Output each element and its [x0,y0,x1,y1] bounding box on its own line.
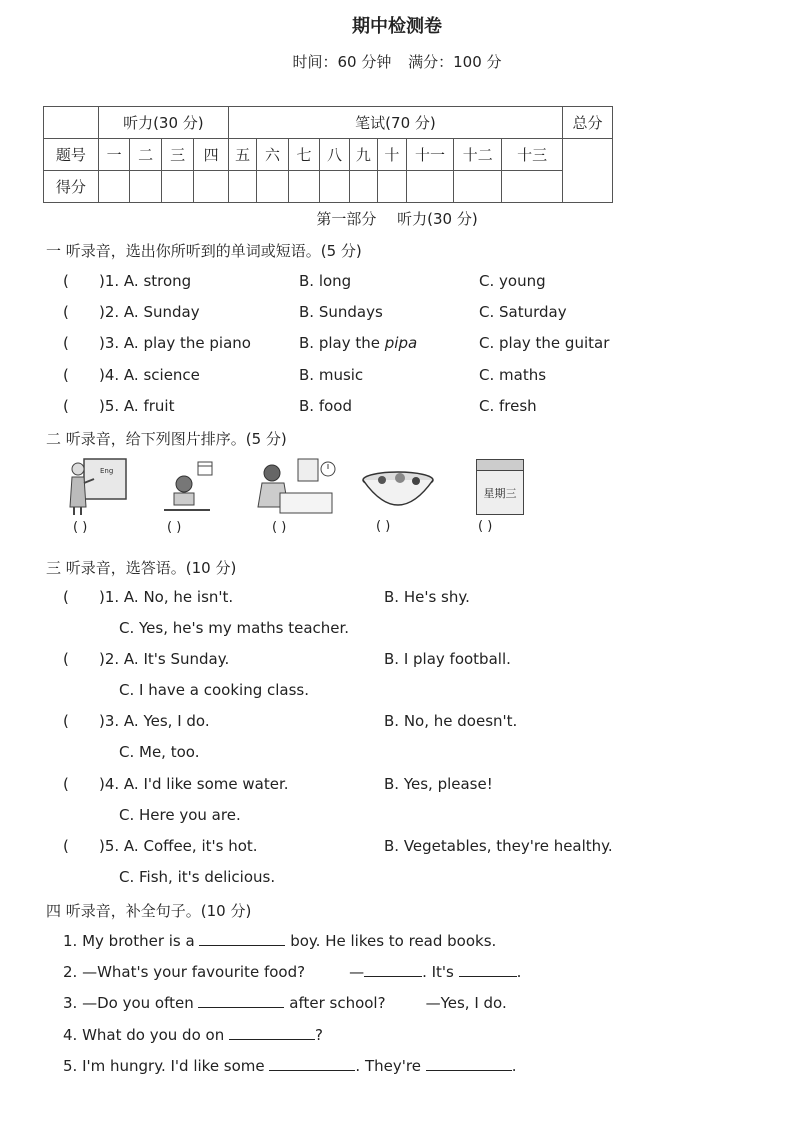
score-cell[interactable] [454,171,502,203]
s4-sentence-5 [63,1056,516,1075]
score-cell[interactable] [194,171,229,203]
q-number: 一 [98,139,129,171]
window-frame [298,459,318,481]
child-head [264,465,280,481]
picture-1-paren[interactable]: ( ) [73,520,88,535]
exam-time: 时间：60 分钟 [292,53,392,71]
small-calendar [198,462,212,475]
teacher-picture [62,457,132,517]
row-label-question: 题号 [44,139,99,171]
s4-s3-blank[interactable] [198,993,284,1008]
s3-q4-paren[interactable]: ( [63,775,69,793]
food-piece [395,473,405,483]
s1-q2-paren[interactable]: ( [63,303,69,321]
s4-sentence-1 [63,931,496,950]
score-cell[interactable] [257,171,288,203]
s4-s5-blank-1[interactable] [269,1056,355,1071]
score-cell[interactable] [288,171,319,203]
score-table [43,106,613,203]
s1-q1-option-b: B. long [299,272,352,290]
s1-q5-option-b: B. food [299,397,352,415]
score-cell[interactable] [228,171,256,203]
s1-q3-option-b-italic: pipa [384,334,418,352]
s4-s4-blank[interactable] [229,1025,315,1040]
s1-q2-option-a: )2. A. Sunday [99,303,200,321]
s3-q3-option-c: C. Me, too. [119,743,200,761]
page-title: 期中检测卷 [352,16,442,37]
part-one-title: 第一部分 [316,210,377,228]
s3-q5-option-c: C. Fish, it's delicious. [119,868,276,886]
s3-q4-option-c: C. Here you are. [119,806,241,824]
s1-q3-option-b-text: B. play the [299,334,385,352]
total-score-cell[interactable] [563,139,613,203]
s4-s1-post: boy. He likes to read books. [285,932,497,950]
desk [280,493,332,513]
s1-q4-paren[interactable]: ( [63,366,69,384]
s3-q1-option-c: C. Yes, he's my maths teacher. [119,619,350,637]
s1-q5-option-c: C. fresh [479,397,537,415]
s4-sentence-2 [63,962,521,981]
q-number: 二 [130,139,161,171]
score-cell[interactable] [502,171,563,203]
s4-s1-blank[interactable] [199,931,285,946]
s1-q5-paren[interactable]: ( [63,397,69,415]
s4-s2-pre: 2. —What's your favourite food? [63,963,306,981]
s3-q2-paren[interactable]: ( [63,650,69,668]
s1-q3-paren[interactable]: ( [63,334,69,352]
teacher-body [70,477,86,507]
s4-s1-pre: 1. My brother is a [63,932,200,950]
s3-q2-option-c: C. I have a cooking class. [119,681,309,699]
part-one-subtitle: 听力(30 分) [397,210,478,228]
s4-s2-mid: . It's [422,963,459,981]
q-number: 十一 [406,139,454,171]
girl-head [176,476,192,492]
listening-header: 听力(30 分) [98,107,228,139]
s4-s3-pre: 3. —Do you often [63,994,199,1012]
s4-s2-end: . [516,963,522,981]
s4-s3-post: after school? [284,994,386,1012]
calendar-picture [476,459,524,515]
s3-q2-option-a: )2. A. It's Sunday. [99,650,230,668]
section-1-title: 一 听录音，选出你所听到的单词或短语。(5 分) [46,242,362,260]
q-number: 十三 [502,139,563,171]
s3-q3-option-b: B. No, he doesn't. [384,712,518,730]
score-cell[interactable] [406,171,454,203]
s1-q1-paren[interactable]: ( [63,272,69,290]
s1-q3-option-a: )3. A. play the piano [99,334,251,352]
s4-s3-answer: —Yes, I do. [425,994,507,1012]
s3-q5-paren[interactable]: ( [63,837,69,855]
picture-5-paren[interactable]: ( ) [478,519,493,534]
q-number: 三 [161,139,194,171]
s1-q4-option-a: )4. A. science [99,366,200,384]
s4-s2-dash: — [349,963,365,981]
picture-3-paren[interactable]: ( ) [272,520,287,535]
section-2-title: 二 听录音，给下列图片排序。(5 分) [46,430,287,448]
q-number: 五 [228,139,256,171]
q-number: 十二 [454,139,502,171]
s3-q2-option-b: B. I play football. [384,650,511,668]
food-piece [412,477,420,485]
section-4-title: 四 听录音，补全句子。(10 分) [46,902,252,920]
s1-q2-option-b: B. Sundays [299,303,383,321]
s1-q3-option-c: C. play the guitar [479,334,610,352]
exam-full-score: 满分：100 分 [408,53,502,71]
blackboard [84,459,126,499]
calendar-top-bar [477,460,523,471]
s3-q5-option-a: )5. A. Coffee, it's hot. [99,837,258,855]
s4-s2-blank-1[interactable] [364,962,422,977]
s4-s5-mid: . They're [355,1057,426,1075]
s3-q1-option-b: B. He's shy. [384,588,470,606]
picture-2-paren[interactable]: ( ) [167,520,182,535]
board-text: Eng [100,467,114,475]
s4-s2-blank-2[interactable] [459,962,517,977]
salad-bowl-picture [360,470,436,514]
part-one-heading [0,208,794,229]
food-piece [378,476,386,484]
q-number: 四 [194,139,229,171]
score-table-blank [44,107,99,139]
s4-s5-pre: 5. I'm hungry. I'd like some [63,1057,270,1075]
s1-q2-option-c: C. Saturday [479,303,567,321]
section-3-title: 三 听录音，选答语。(10 分) [46,559,237,577]
score-cell[interactable] [320,171,349,203]
s3-q3-option-a: )3. A. Yes, I do. [99,712,210,730]
s3-q4-option-b: B. Yes, please! [384,775,493,793]
score-cell[interactable] [130,171,161,203]
s1-q1-option-a: )1. A. strong [99,272,192,290]
score-cell[interactable] [349,171,377,203]
s1-q1-option-c: C. young [479,272,546,290]
q-number: 七 [288,139,319,171]
row-label-score: 得分 [44,171,99,203]
score-cell[interactable] [98,171,129,203]
s1-q4-option-c: C. maths [479,366,547,384]
s3-q5-option-b: B. Vegetables, they're healthy. [384,837,613,855]
s3-q3-paren[interactable]: ( [63,712,69,730]
girl-reading-picture [160,460,220,518]
q-number: 九 [349,139,377,171]
q-number: 八 [320,139,349,171]
writing-header: 笔试(70 分) [228,107,562,139]
score-cell[interactable] [161,171,194,203]
s3-q1-option-a: )1. A. No, he isn't. [99,588,234,606]
total-header: 总分 [563,107,613,139]
teacher-head [72,463,84,475]
s1-q3-option-b [299,334,417,352]
picture-4-paren[interactable]: ( ) [376,519,391,534]
score-cell[interactable] [378,171,406,203]
s4-s4-pre: 4. What do you do on [63,1026,229,1044]
open-book [174,493,194,505]
s3-q1-paren[interactable]: ( [63,588,69,606]
calendar-day-text: 星期三 [483,487,517,500]
s4-sentence-4 [63,1025,323,1044]
bowl-body [363,480,433,505]
s4-s5-end: . [511,1057,517,1075]
s1-q4-option-b: B. music [299,366,364,384]
s1-q5-option-a: )5. A. fruit [99,397,175,415]
s4-s4-post: ? [314,1026,323,1044]
q-number: 十 [378,139,406,171]
s4-sentence-3 [63,993,507,1012]
exam-info [0,51,794,72]
s4-s5-blank-2[interactable] [426,1056,512,1071]
q-number: 六 [257,139,288,171]
child-at-desk-picture [252,457,338,519]
s3-q4-option-a: )4. A. I'd like some water. [99,775,289,793]
